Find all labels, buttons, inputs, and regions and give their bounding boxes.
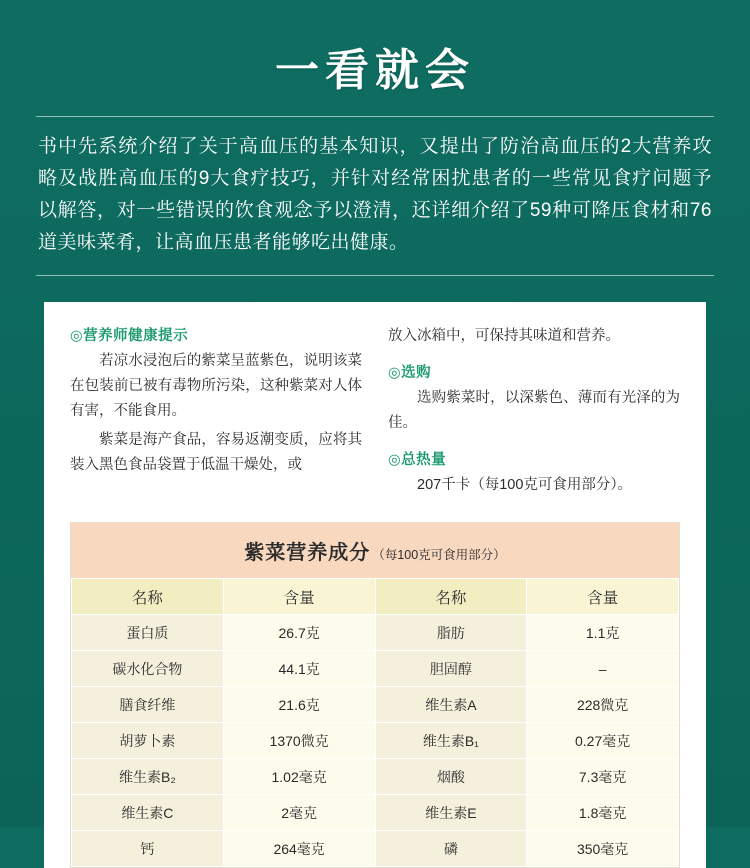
table-cell: 膳食纤维	[72, 687, 224, 723]
table-row	[72, 723, 679, 759]
table-cell: 钙	[72, 831, 224, 867]
paragraph-selection: 选购紫菜时，以深紫色、薄而有光泽的为佳。	[388, 390, 680, 431]
table-row	[72, 759, 679, 795]
table-cell: 胆固醇	[375, 651, 527, 687]
table-header-cell: 含量	[223, 579, 375, 615]
table-cell: 1.1克	[527, 615, 679, 651]
intro-paragraph: 书中先系统介绍了关于高血压的基本知识，又提出了防治高血压的2大营养攻略及战胜高血压的9大食疗技巧，并针对经常困扰患者的一些常见食疗问题予以解答，对一些错误的饮食观念予以澄清，还详细介绍了59种可降压食材和76道美味菜肴，让高血压患者能够吃出健康。	[38, 136, 712, 253]
nutrition-table	[71, 578, 679, 867]
table-cell: 1.02毫克	[223, 759, 375, 795]
table-row	[72, 615, 679, 651]
table-cell: 228微克	[527, 687, 679, 723]
table-cell: 维生素E	[375, 795, 527, 831]
content-card	[44, 302, 706, 868]
table-row	[72, 687, 679, 723]
table-cell: 264毫克	[223, 831, 375, 867]
table-cell: 26.7克	[223, 615, 375, 651]
nutrition-table-title-main: 紫菜营养成分	[244, 542, 371, 564]
table-header-row	[72, 579, 679, 615]
table-cell: 2毫克	[223, 795, 375, 831]
table-cell: 脂肪	[375, 615, 527, 651]
table-cell: 维生素A	[375, 687, 527, 723]
section-title-total-calories: ◎总热量	[388, 452, 447, 468]
paragraph-total-calories: 207千卡（每100克可食用部分）。	[417, 477, 633, 493]
table-cell: 7.3毫克	[527, 759, 679, 795]
page-title: 一看就会	[275, 46, 475, 95]
intro-section	[36, 116, 714, 276]
left-column	[70, 324, 362, 502]
table-cell: 44.1克	[223, 651, 375, 687]
section-title-nutritionist-tip: ◎营养师健康提示	[70, 328, 189, 344]
table-cell: 磷	[375, 831, 527, 867]
table-cell: 1.8毫克	[527, 795, 679, 831]
nutrition-table-title-sub: （每100克可食用部分）	[372, 548, 506, 562]
table-cell: 维生素B₂	[72, 759, 224, 795]
table-cell: 碳水化合物	[72, 651, 224, 687]
section-title-selection: ◎选购	[388, 365, 432, 381]
table-cell: 21.6克	[223, 687, 375, 723]
table-header-cell: 含量	[527, 579, 679, 615]
table-cell: 胡萝卜素	[72, 723, 224, 759]
table-cell: 蛋白质	[72, 615, 224, 651]
table-cell: 1370微克	[223, 723, 375, 759]
two-column-text	[70, 324, 680, 502]
table-header-cell: 名称	[375, 579, 527, 615]
table-cell: 350毫克	[527, 831, 679, 867]
table-cell: 维生素B₁	[375, 723, 527, 759]
nutrition-table-title	[71, 523, 679, 578]
table-cell: –	[527, 651, 679, 687]
table-cell: 0.27毫克	[527, 723, 679, 759]
paragraph-tip-1: 若凉水浸泡后的紫菜呈蓝紫色，说明该菜在包装前已被有毒物所污染，这种紫菜对人体有害，不能食用。	[70, 353, 362, 419]
table-cell: 维生素C	[72, 795, 224, 831]
paragraph-continuation: 放入冰箱中，可保持其味道和营养。	[388, 328, 620, 344]
nutrition-table-body	[72, 579, 679, 867]
table-cell: 烟酸	[375, 759, 527, 795]
table-row	[72, 651, 679, 687]
paragraph-tip-2: 紫菜是海产食品，容易返潮变质，应将其装入黑色食品袋置于低温干燥处，或	[70, 432, 362, 473]
nutrition-table-container	[70, 522, 680, 868]
table-header-cell: 名称	[72, 579, 224, 615]
table-row	[72, 795, 679, 831]
right-column	[388, 324, 680, 502]
table-row	[72, 831, 679, 867]
